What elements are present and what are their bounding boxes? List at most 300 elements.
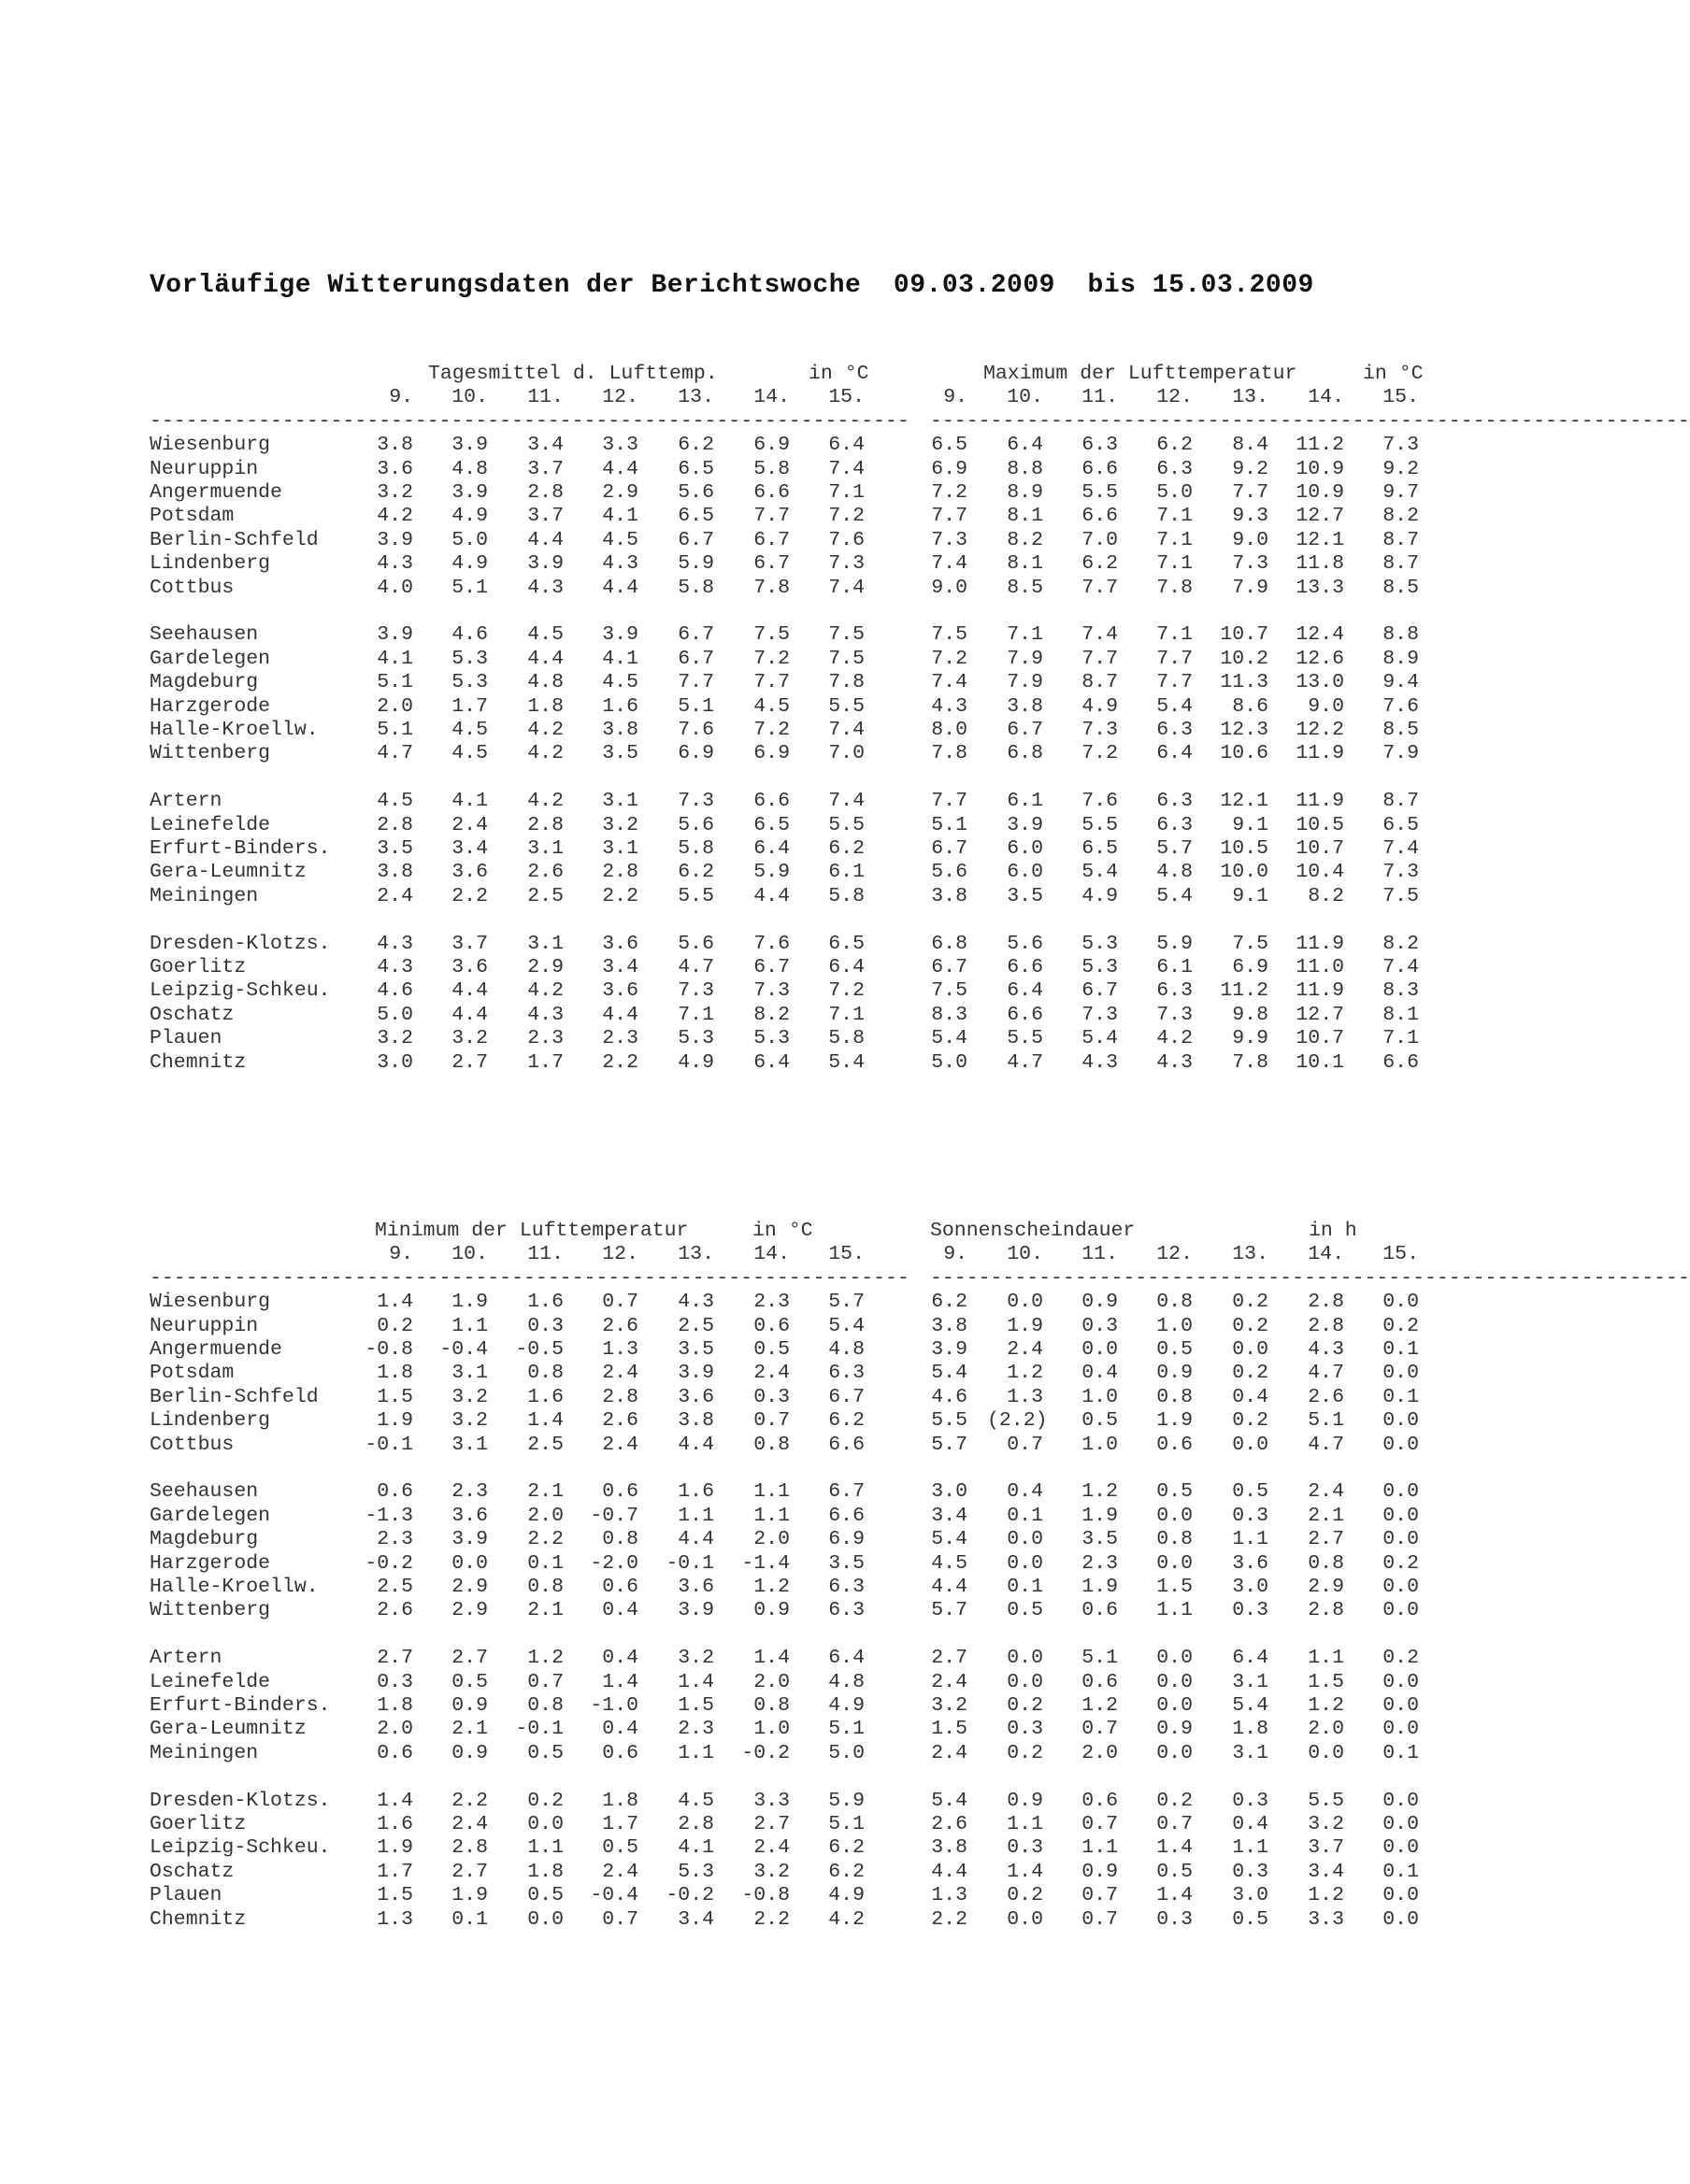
left-value-cell: 1.2 <box>527 1647 564 1670</box>
left-value-cell: 3.8 <box>377 434 413 457</box>
right-value-cell: 0.7 <box>1081 1907 1118 1931</box>
right-value-cell: 5.4 <box>1081 1027 1118 1050</box>
left-value-cell: 2.8 <box>602 1385 638 1408</box>
left-value-cell: 0.6 <box>602 1480 638 1504</box>
right-value-cell: 0.0 <box>1382 1694 1419 1717</box>
left-value-cell: 0.4 <box>602 1599 638 1622</box>
left-value-cell: 6.4 <box>828 956 865 978</box>
left-value-cell: 6.3 <box>828 1576 865 1598</box>
right-value-cell: 0.7 <box>1081 1884 1118 1907</box>
right-value-cell: 1.0 <box>1081 1385 1118 1408</box>
left-value-cell: 7.3 <box>828 552 865 576</box>
left-value-cell: 1.6 <box>527 1385 564 1408</box>
left-value-cell: 6.6 <box>828 1433 865 1456</box>
right-value-cell: 0.0 <box>1007 1670 1043 1693</box>
left-value-cell: 2.4 <box>451 1813 488 1835</box>
left-value-cell: 4.1 <box>602 647 638 670</box>
right-value-cell: 8.4 <box>1232 434 1268 457</box>
day-column-header: 9. <box>943 1243 967 1266</box>
right-value-cell: 0.3 <box>1156 1907 1193 1931</box>
right-value-cell: 5.5 <box>1007 1027 1043 1050</box>
left-value-cell: 6.4 <box>828 434 865 457</box>
right-value-cell: 1.2 <box>1308 1884 1344 1907</box>
left-value-cell: 5.1 <box>377 719 413 741</box>
left-value-cell: 3.2 <box>451 1409 488 1433</box>
table-row <box>0 1908 1421 1932</box>
right-section-title: Maximum der Lufttemperatur <box>983 363 1297 385</box>
right-value-cell: 7.7 <box>931 505 967 528</box>
right-value-cell: 7.7 <box>1081 576 1118 599</box>
left-value-cell: 0.0 <box>527 1813 564 1835</box>
right-value-cell: 1.5 <box>931 1718 967 1741</box>
station-name: Berlin-Schfeld <box>150 1385 319 1408</box>
left-value-cell: 4.5 <box>527 623 564 647</box>
table-row <box>0 1480 1421 1504</box>
right-value-cell: 1.2 <box>1081 1480 1118 1504</box>
left-value-cell: 6.2 <box>828 1409 865 1433</box>
left-value-cell: 6.7 <box>828 1385 865 1408</box>
left-value-cell: 2.7 <box>753 1813 790 1835</box>
table-row <box>0 1004 1421 1027</box>
right-value-cell: 1.8 <box>1232 1718 1268 1741</box>
left-value-cell: 3.9 <box>377 623 413 647</box>
right-value-cell: 11.9 <box>1296 790 1344 813</box>
left-value-cell: 3.5 <box>602 742 638 765</box>
left-value-cell: -0.1 <box>365 1433 413 1456</box>
right-value-cell: 8.9 <box>1382 647 1419 670</box>
left-value-cell: 5.3 <box>451 671 488 694</box>
left-value-cell: 4.9 <box>451 505 488 528</box>
left-value-cell: 1.3 <box>602 1338 638 1361</box>
right-value-cell: 0.2 <box>1007 1884 1043 1907</box>
left-value-cell: 6.7 <box>753 956 790 978</box>
left-value-cell: 3.1 <box>451 1433 488 1456</box>
right-value-cell: 6.6 <box>1081 457 1118 480</box>
left-value-cell: 7.5 <box>828 647 865 670</box>
left-value-cell: 5.8 <box>678 837 714 860</box>
left-value-cell: 2.2 <box>527 1528 564 1551</box>
day-column-header: 15. <box>1382 1243 1419 1266</box>
left-value-cell: 2.9 <box>602 481 638 504</box>
left-value-cell: 7.1 <box>678 1003 714 1026</box>
left-value-cell: 5.8 <box>828 1027 865 1050</box>
right-value-cell: 3.8 <box>931 884 967 907</box>
left-value-cell: -1.3 <box>365 1504 413 1527</box>
station-name: Gera-Leumnitz <box>150 861 307 884</box>
right-value-cell: 0.0 <box>1156 1504 1193 1527</box>
left-value-cell: 4.1 <box>602 505 638 528</box>
left-value-cell: 4.2 <box>828 1907 865 1931</box>
left-value-cell: 3.1 <box>527 837 564 860</box>
left-value-cell: 3.9 <box>451 481 488 504</box>
day-column-header: 15. <box>828 1243 865 1266</box>
left-value-cell: 7.5 <box>828 623 865 647</box>
left-value-cell: 6.9 <box>753 434 790 457</box>
table-row <box>0 1694 1421 1718</box>
right-value-cell: 12.7 <box>1296 1003 1344 1026</box>
station-name: Cottbus <box>150 576 235 599</box>
left-value-cell: 2.1 <box>527 1599 564 1622</box>
left-value-cell: 4.3 <box>377 932 413 955</box>
table-row <box>0 1528 1421 1551</box>
left-value-cell: 3.1 <box>602 790 638 813</box>
right-value-cell: 1.2 <box>1308 1694 1344 1717</box>
left-value-cell: 3.9 <box>602 623 638 647</box>
right-value-cell: 0.2 <box>1382 1647 1419 1670</box>
right-value-cell: 7.3 <box>1156 1003 1193 1026</box>
left-value-cell: 3.5 <box>828 1551 865 1575</box>
day-column-header: 12. <box>602 1243 638 1266</box>
right-value-cell: 7.7 <box>1156 647 1193 670</box>
left-value-cell: 1.4 <box>602 1670 638 1693</box>
left-value-cell: 6.7 <box>828 1480 865 1504</box>
right-value-cell: 1.4 <box>1156 1836 1193 1860</box>
day-column-header: 13. <box>678 386 714 409</box>
right-value-cell: 0.0 <box>1382 1884 1419 1907</box>
station-name: Leinefelde <box>150 1670 271 1693</box>
station-name: Meiningen <box>150 1741 259 1764</box>
right-value-cell: 6.5 <box>931 434 967 457</box>
right-value-cell: 6.6 <box>1081 505 1118 528</box>
left-value-cell: 4.4 <box>602 576 638 599</box>
right-value-cell: 7.9 <box>1007 647 1043 670</box>
right-value-cell: 1.9 <box>1007 1314 1043 1337</box>
left-value-cell: 2.7 <box>451 1050 488 1074</box>
right-value-cell: 6.8 <box>1007 742 1043 765</box>
station-name: Angermuende <box>150 481 282 504</box>
left-value-cell: 5.7 <box>828 1291 865 1314</box>
left-value-cell: 6.3 <box>828 1599 865 1622</box>
left-value-cell: -0.1 <box>515 1718 564 1741</box>
table-row <box>0 1315 1421 1338</box>
left-value-cell: 5.8 <box>678 576 714 599</box>
left-value-cell: 1.4 <box>377 1789 413 1812</box>
left-value-cell: -0.7 <box>590 1504 638 1527</box>
right-value-cell: 8.2 <box>1308 884 1344 907</box>
right-value-cell: 4.8 <box>1156 861 1193 884</box>
right-value-cell: 0.3 <box>1232 1504 1268 1527</box>
right-value-cell: 2.4 <box>1007 1338 1043 1361</box>
left-value-cell: 5.1 <box>678 694 714 718</box>
day-column-header: 11. <box>1081 386 1118 409</box>
right-value-cell: 3.4 <box>1308 1860 1344 1883</box>
left-value-cell: 6.2 <box>678 434 714 457</box>
right-value-cell: 5.4 <box>1232 1694 1268 1717</box>
station-name: Leipzig-Schkeu. <box>150 979 331 1003</box>
left-value-cell: 6.7 <box>753 552 790 576</box>
right-value-cell: 1.1 <box>1007 1813 1043 1835</box>
table-row <box>0 1409 1421 1433</box>
right-value-cell: 13.3 <box>1296 576 1344 599</box>
right-value-cell: 0.0 <box>1382 1433 1419 1456</box>
right-value-cell: 5.7 <box>931 1599 967 1622</box>
day-column-header: 10. <box>451 386 488 409</box>
left-value-cell: 7.8 <box>753 576 790 599</box>
left-value-cell: 7.2 <box>753 719 790 741</box>
right-value-cell: 4.3 <box>1308 1338 1344 1361</box>
right-value-cell: 7.6 <box>1081 790 1118 813</box>
station-name: Artern <box>150 790 222 813</box>
right-value-cell: 6.4 <box>1007 434 1043 457</box>
right-value-cell: 0.5 <box>1156 1480 1193 1504</box>
right-value-cell: 3.3 <box>1308 1907 1344 1931</box>
left-value-cell: 2.6 <box>527 861 564 884</box>
station-name: Gera-Leumnitz <box>150 1718 307 1741</box>
right-value-cell: 6.3 <box>1156 979 1193 1003</box>
right-value-cell: 12.3 <box>1220 719 1268 741</box>
right-value-cell: 0.5 <box>1232 1907 1268 1931</box>
right-value-cell: 11.9 <box>1296 742 1344 765</box>
left-value-cell: 1.8 <box>602 1789 638 1812</box>
left-value-cell: 3.2 <box>753 1860 790 1883</box>
day-column-header: 13. <box>1232 386 1268 409</box>
right-value-cell: 5.4 <box>931 1362 967 1385</box>
left-value-cell: 0.8 <box>527 1576 564 1598</box>
right-value-cell: 12.6 <box>1296 647 1344 670</box>
left-value-cell: 1.1 <box>753 1480 790 1504</box>
left-value-cell: 7.2 <box>828 505 865 528</box>
right-value-cell: 7.7 <box>1232 481 1268 504</box>
table-row <box>0 790 1421 813</box>
right-value-cell: 1.2 <box>1007 1362 1043 1385</box>
right-value-cell: 6.3 <box>1156 719 1193 741</box>
right-value-cell: 8.7 <box>1382 528 1419 551</box>
left-value-cell: 3.6 <box>678 1576 714 1598</box>
right-value-cell: 6.6 <box>1382 1050 1419 1074</box>
right-value-cell: 1.0 <box>1156 1314 1193 1337</box>
right-section-unit: in °C <box>1363 363 1424 385</box>
station-name: Angermuende <box>150 1338 282 1361</box>
table-row <box>0 434 1421 457</box>
right-value-cell: 6.4 <box>1232 1647 1268 1670</box>
right-value-cell: 0.0 <box>1382 1813 1419 1835</box>
left-value-cell: 2.8 <box>678 1813 714 1835</box>
left-value-cell: 6.9 <box>828 1528 865 1551</box>
right-value-cell: 5.1 <box>1081 1647 1118 1670</box>
right-value-cell: 7.4 <box>931 552 967 576</box>
station-name: Harzgerode <box>150 1551 271 1575</box>
right-value-cell: 7.1 <box>1382 1027 1419 1050</box>
left-value-cell: 2.3 <box>602 1027 638 1050</box>
right-value-cell: 3.0 <box>1232 1576 1268 1598</box>
right-value-cell: 12.1 <box>1296 528 1344 551</box>
left-value-cell: 5.3 <box>753 1027 790 1050</box>
right-value-cell: 2.1 <box>1308 1504 1344 1527</box>
right-value-cell: 0.2 <box>1007 1694 1043 1717</box>
right-value-cell: 9.2 <box>1382 457 1419 480</box>
left-value-cell: 3.5 <box>377 837 413 860</box>
day-column-header: 10. <box>1007 1243 1043 1266</box>
right-value-cell: 1.9 <box>1081 1576 1118 1598</box>
left-value-cell: 3.1 <box>451 1362 488 1385</box>
left-value-cell: 0.9 <box>451 1694 488 1717</box>
station-name: Erfurt-Binders. <box>150 1694 331 1717</box>
left-section-title: Tagesmittel d. Lufttemp. <box>428 363 718 385</box>
right-value-cell: 3.9 <box>1007 813 1043 836</box>
left-value-cell: 5.3 <box>678 1027 714 1050</box>
left-value-cell: 4.1 <box>377 647 413 670</box>
day-column-header: 12. <box>602 386 638 409</box>
left-value-cell: 6.5 <box>753 813 790 836</box>
right-value-cell: 12.4 <box>1296 623 1344 647</box>
left-value-cell: 4.7 <box>377 742 413 765</box>
left-value-cell: 4.3 <box>602 552 638 576</box>
left-value-cell: 7.8 <box>828 671 865 694</box>
right-value-cell: 9.2 <box>1232 457 1268 480</box>
left-value-cell: 2.9 <box>451 1599 488 1622</box>
left-value-cell: 6.4 <box>753 837 790 860</box>
right-value-cell: 7.1 <box>1156 505 1193 528</box>
separator-line: --------------------------------------------------------------- <box>930 1266 1690 1290</box>
left-value-cell: 2.4 <box>602 1362 638 1385</box>
left-value-cell: 0.3 <box>753 1385 790 1408</box>
left-value-cell: 7.6 <box>678 719 714 741</box>
left-value-cell: 6.7 <box>678 623 714 647</box>
left-section-unit: in °C <box>752 1220 813 1242</box>
right-value-cell: 0.7 <box>1156 1813 1193 1835</box>
day-column-header: 10. <box>451 1243 488 1266</box>
separator-line: --------------------------------------------------------------- <box>150 1266 909 1290</box>
right-value-cell: 7.7 <box>1156 671 1193 694</box>
right-value-cell: 6.6 <box>1007 1003 1043 1026</box>
right-value-cell: 2.4 <box>1308 1480 1344 1504</box>
table-row <box>0 1051 1421 1075</box>
right-value-cell: 1.9 <box>1081 1504 1118 1527</box>
right-value-cell: 8.1 <box>1007 552 1043 576</box>
right-value-cell: 5.5 <box>1308 1789 1344 1812</box>
right-value-cell: 7.5 <box>931 623 967 647</box>
table-row <box>0 671 1421 694</box>
left-value-cell: 2.1 <box>527 1480 564 1504</box>
left-value-cell: 4.5 <box>602 671 638 694</box>
left-value-cell: 7.2 <box>828 979 865 1003</box>
right-value-cell: 5.4 <box>1081 861 1118 884</box>
right-value-cell: 9.0 <box>931 576 967 599</box>
left-value-cell: 7.7 <box>753 505 790 528</box>
right-value-cell: 8.1 <box>1382 1003 1419 1026</box>
left-value-cell: 0.5 <box>451 1670 488 1693</box>
right-value-cell: 7.2 <box>1081 742 1118 765</box>
left-value-cell: 5.6 <box>678 813 714 836</box>
right-value-cell: 11.2 <box>1220 979 1268 1003</box>
left-value-cell: 2.3 <box>451 1480 488 1504</box>
left-value-cell: 3.7 <box>527 505 564 528</box>
left-value-cell: -0.5 <box>515 1338 564 1361</box>
left-value-cell: 1.2 <box>753 1576 790 1598</box>
right-value-cell: 7.8 <box>1156 576 1193 599</box>
left-value-cell: 3.7 <box>451 932 488 955</box>
left-value-cell: 0.1 <box>451 1907 488 1931</box>
day-column-header: 14. <box>1308 386 1344 409</box>
left-value-cell: 5.3 <box>451 647 488 670</box>
right-value-cell: 1.1 <box>1308 1647 1344 1670</box>
left-value-cell: 7.1 <box>828 481 865 504</box>
right-value-cell: 13.0 <box>1296 671 1344 694</box>
right-value-cell: 2.7 <box>931 1647 967 1670</box>
left-value-cell: 3.6 <box>602 979 638 1003</box>
left-value-cell: 2.3 <box>678 1718 714 1741</box>
table-row <box>0 1552 1421 1576</box>
right-value-cell: 3.7 <box>1308 1836 1344 1860</box>
right-value-cell: 6.1 <box>1156 956 1193 978</box>
right-value-cell: 7.5 <box>1382 884 1419 907</box>
left-value-cell: 7.3 <box>678 790 714 813</box>
left-section-title: Minimum der Lufttemperatur <box>375 1220 689 1242</box>
right-value-cell: 2.0 <box>1081 1741 1118 1764</box>
right-value-cell: 0.2 <box>1232 1409 1268 1433</box>
left-value-cell: 7.1 <box>828 1003 865 1026</box>
left-value-cell: 0.8 <box>753 1694 790 1717</box>
station-name: Chemnitz <box>150 1907 247 1931</box>
right-value-cell: 0.2 <box>1382 1314 1419 1337</box>
right-value-cell: 1.0 <box>1081 1433 1118 1456</box>
right-value-cell: 0.9 <box>1081 1860 1118 1883</box>
right-value-cell: 0.0 <box>1232 1338 1268 1361</box>
left-value-cell: 7.0 <box>828 742 865 765</box>
right-value-cell: 0.0 <box>1382 1907 1419 1931</box>
left-value-cell: 7.4 <box>828 457 865 480</box>
table-row <box>0 719 1421 742</box>
right-value-cell: 3.9 <box>931 1338 967 1361</box>
left-value-cell: 4.4 <box>451 979 488 1003</box>
left-value-cell: 1.1 <box>451 1314 488 1337</box>
right-value-cell: 6.8 <box>931 932 967 955</box>
day-column-header: 12. <box>1156 1243 1193 1266</box>
right-value-cell: 6.7 <box>1007 719 1043 741</box>
right-value-cell: 6.1 <box>1007 790 1043 813</box>
left-value-cell: 5.5 <box>678 884 714 907</box>
right-value-cell: 5.5 <box>1081 481 1118 504</box>
left-value-cell: 0.6 <box>602 1576 638 1598</box>
right-value-cell: 0.9 <box>1007 1789 1043 1812</box>
left-value-cell: 1.5 <box>377 1884 413 1907</box>
right-value-cell: 0.8 <box>1308 1551 1344 1575</box>
station-name: Meiningen <box>150 884 259 907</box>
right-value-cell: 0.0 <box>1081 1338 1118 1361</box>
left-value-cell: 3.2 <box>678 1647 714 1670</box>
right-value-cell: 7.7 <box>1081 647 1118 670</box>
right-value-cell: 0.5 <box>1081 1409 1118 1433</box>
left-value-cell: 6.4 <box>753 1050 790 1074</box>
left-value-cell: 4.8 <box>828 1670 865 1693</box>
left-value-cell: 6.2 <box>828 837 865 860</box>
left-value-cell: 1.9 <box>451 1291 488 1314</box>
right-value-cell: 0.1 <box>1382 1385 1419 1408</box>
left-value-cell: 4.3 <box>678 1291 714 1314</box>
right-section-unit: in h <box>1309 1220 1357 1242</box>
right-value-cell: 0.1 <box>1007 1504 1043 1527</box>
left-value-cell: 6.4 <box>828 1647 865 1670</box>
right-value-cell: 7.3 <box>1081 719 1118 741</box>
left-value-cell: 3.2 <box>377 1027 413 1050</box>
right-value-cell: 6.7 <box>931 837 967 860</box>
left-value-cell: 4.2 <box>527 742 564 765</box>
left-value-cell: 4.4 <box>451 1003 488 1026</box>
right-value-cell: 2.8 <box>1308 1599 1344 1622</box>
left-value-cell: 7.4 <box>828 719 865 741</box>
right-value-cell: 0.6 <box>1081 1599 1118 1622</box>
left-value-cell: 5.6 <box>678 932 714 955</box>
left-value-cell: -0.4 <box>439 1338 488 1361</box>
table-row <box>0 623 1421 647</box>
left-value-cell: 3.9 <box>678 1599 714 1622</box>
left-value-cell: 4.0 <box>377 576 413 599</box>
right-value-cell: 5.3 <box>1081 956 1118 978</box>
table-row <box>0 1434 1421 1457</box>
left-value-cell: 1.8 <box>527 694 564 718</box>
left-value-cell: 1.7 <box>527 1050 564 1074</box>
station-name: Plauen <box>150 1027 222 1050</box>
